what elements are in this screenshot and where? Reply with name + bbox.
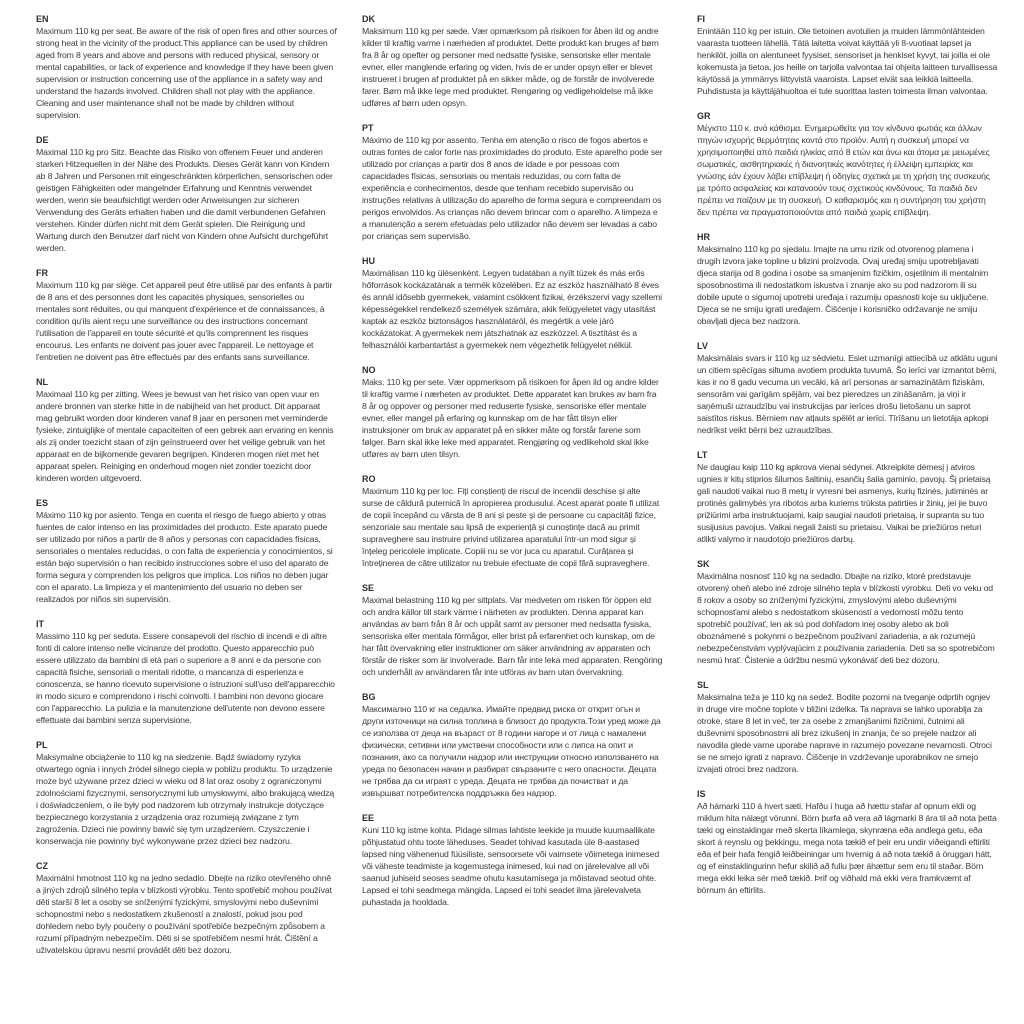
language-section-nl xyxy=(36,376,337,484)
language-section-hu xyxy=(362,255,663,351)
safety-text-ee: Kuni 110 kg istme kohta. Pidage silmas lahtiste leekide ja muude kuumaallikate põhjustatud ohtu toote läheduses. Seadet tohivad kasutada üle 8-aastased lapsed ning vähenenud füüsiliste, sensoorsete või vaimsete võimetega inimesed või väheste teadmiste ja kogemustega inimesed, kui nad on järelevalve all või saanud juhiseid seoses seadme ohutu kasutamisega ja mõistavad seotud ohte. Lapsed ei tohi seadmega mängida. Lapsed ei tohi seadet ilma järelevalveta puhastada ja hooldada. xyxy=(362,825,660,907)
safety-text-lv: Maksimālais svars ir 110 kg uz sēdvietu. Esiet uzmanīgi attiecībā uz atklātu uguni un citiem spēcīgas siltuma avotiem produkta tuvumā. Šo ierīci var izmantot bērni, kas ir no 8 gadu vecuma un vecāki, kā arī personas ar samazinātām fiziskām, sensorām vai garīgām spējām, vai bez pieredzes un zināšanām, ja viņi ir saņēmuši uzraudzību vai instrukcijas par ierīces drošu lietošanu un saprot saistītos riskus. Bērniem nav atļauts spēlēt ar ierīci. Tīrīšanu un lietotāja apkopi nedrīkst veikt bērni bez uzraudzības. xyxy=(697,353,998,435)
language-code-lv: LV xyxy=(697,341,708,351)
language-section-es xyxy=(36,497,337,605)
language-section-fr xyxy=(36,267,337,363)
language-section-lt xyxy=(697,449,998,545)
language-code-hr: HR xyxy=(697,232,710,242)
safety-text-sl: Maksimalna teža je 110 kg na sedež. Bodite pozorni na tveganje odprtih ognjev in druge vire močne toplote v bližini izdelka. Ta naprava se lahko uporablja za otroke, stare 8 let in več, ter za osebe z zmanjšanimi fizičnimi, čutnimi ali duševnimi sposobnostmi ali brez izkušenj in znanja, če so prejele nadzor ali navodila glede varne uporabe naprave in razumejo povezane nevarnosti. Otroci se ne smejo igrati z napravo. Čiščenje in vzdrževanje uporabnikov ne smejo izvajati otroci brez nadzora. xyxy=(697,692,992,774)
column-3 xyxy=(697,13,998,909)
language-code-dk: DK xyxy=(362,14,375,24)
safety-text-fr: Maximum 110 kg par siège. Cet appareil peut être utilisé par des enfants à partir de 8 ans et des personnes dont les capacités physiques, sensorielles ou mentales sont réduites, ou qui manquent d'expérience et de connaissances, à condition qu'ils aient reçu une surveillance ou des instructions concernant l'utilisation de l'appareil en toute sécurité et qu'ils comprennent les risques encourus. Les enfants ne doivent pas jouer avec l'appareil. Le nettoyage et l'entretien ne doivent pas être effectués par des enfants sans surveillance. xyxy=(36,280,333,362)
language-code-fi: FI xyxy=(697,14,705,24)
language-code-pl: PL xyxy=(36,740,48,750)
language-section-cz xyxy=(36,860,337,956)
safety-text-nl: Maximaal 110 kg per zitting. Wees je bewust van het risico van open vuur en andere bronnen van sterke hitte in de nabijheid van het product. Dit apparaat mag gebruikt worden door kinderen vanaf 8 jaar en personen met verminderde fysieke, zintuiglijke of mentale capaciteiten of een gebrek aan ervaring en kennis als zij onder toezicht staan of zijn geïnstrueerd over het veilige gebruik van het apparaat en de bijkomende gevaren begrijpen. Kinderen mogen niet met het apparaat spelen. Reiniging en onderhoud mogen niet zonder toezicht door kinderen worden uitgevoerd. xyxy=(36,389,334,483)
column-2 xyxy=(362,13,663,921)
safety-text-dk: Maksimum 110 kg per sæde. Vær opmærksom på risikoen for åben ild og andre kilder til kraftig varme i nærheden af produktet. Dette produkt kan bruges af børn fra 8 år og opefter og personer med nedsatte fysiske, sensoriske eller mentale evner, eller manglende erfaring og viden, hvis de er under opsyn eller er blevet instrueret i brugen af produktet på en sikker måde, og de forstår de involverede farer. Børn må ikke lege med produktet. Rengøring og vedligeholdelse må ikke udføres af børn uden opsyn. xyxy=(362,26,659,108)
safety-text-hu: Maximálisan 110 kg ülésenként. Legyen tudatában a nyílt tüzek és más erős hőforrások kockázatának a termék közelében. Ez az eszköz használható 8 éves és annál idősebb gyermekek, valamint csökkent fizikai, érzékszervi vagy szellemi képességekkel rendelkező személyek számára, akik felügyeletet vagy utasítást kaptak az eszköz biztonságos használatáról, és megértik a vele járó kockázatokat. A gyermekek nem játszhatnak az eszközzel. A tisztítást és a felhasználói karbantartást a gyermekek nem végezhetik felügyelet nélkül. xyxy=(362,268,662,350)
language-section-lv xyxy=(697,340,998,436)
language-section-sk xyxy=(697,558,998,666)
language-section-no xyxy=(362,364,663,460)
language-section-sl xyxy=(697,679,998,775)
safety-text-it: Massimo 110 kg per seduta. Essere consapevoli del rischio di incendi e di altre fonti di calore intenso nelle vicinanze del prodotto. Questo apparecchio può essere utilizzato da bambini di età pari o superiore a 8 anni e da persone con capacità fisiche, sensoriali o mentali ridotte, o mancanza di esperienza e conoscenza, se hanno ricevuto supervisione o istruzioni sull'uso dell'apparecchio in modo sicuro e comprendono i rischi coinvolti. I bambini non devono giocare con l'apparecchio. La pulizia e la manutenzione dell'utente non devono essere effettuate dai bambini senza supervisione. xyxy=(36,631,335,725)
safety-text-es: Máximo 110 kg por asiento. Tenga en cuenta el riesgo de fuego abierto y otras fuentes de calor intenso en las proximidades del producto. Este aparato puede ser utilizado por niños a partir de 8 años y personas con capacidades físicas, sensoriales o mentales reducidas, o con falta de experiencia y conocimientos, si están bajo supervisión o han recibido instrucciones sobre el uso del aparato de forma segura y comprenden los peligros que implica. Los niños no deben jugar con el aparato. La limpieza y el mantenimiento del usuario no deben ser realizados por niños sin supervisión. xyxy=(36,510,333,604)
safety-text-lt: Ne daugiau kaip 110 kg apkrova vienai sėdynei. Atkreipkite dėmesį į atviros ugnies ir kitų stiprios šilumos šaltinių, esančių šalia gaminio, pavojų. Šį prietaisą gali naudoti vaikai nuo 8 metų ir vyresni bei asmenys, kurių fizinės, jutiminės ar protinės galimybės yra ribotos arba kuriems trūksta patirties ir žinių, jei jie buvo prižiūrimi arba instruktuojami, kaip saugiai naudoti prietaisą, ir supranta su tuo susijusius pavojus. Vaikai negali žaisti su prietaisu. Vaikai be priežiūros neturi atlikti valymo ir naudotojo priežiūros darbų. xyxy=(697,462,991,544)
safety-text-sk: Maximálna nosnosť 110 kg na sedadlo. Dbajte na riziko, ktoré predstavuje otvorený oheň alebo iné zdroje silného tepla v blízkosti výrobku. Deti vo veku od 8 rokov a osoby so zníženými fyzickými, zmyslovými alebo duševnými schopnosťami alebo s nedostatkom skúseností a vedomostí môžu tento spotrebič používať, len ak sú pod dohľadom inej osoby alebo ak boli oboznámené s pokynmi o bezpečnom používaní zariadenia, a ak rozumejú nebezpečenstvám vyplývajúcim z používania zariadenia. Deti sa so spotrebičom nesmú hrať. Čistenie a údržbu nesmú vykonávať deti bez dozoru. xyxy=(697,571,995,665)
language-section-hr xyxy=(697,231,998,327)
language-code-gr: GR xyxy=(697,111,711,121)
safety-text-gr: Μέγιστο 110 κ. ανά κάθισμα. Ενημερωθείτε για τον κίνδυνο φωτιάς και άλλων πηγών ισχυρής θερμότητας κοντά στο προϊόν. Αυτή η συσκευή μπορεί να χρησιμοποιηθεί από παιδιά ηλικίας από 8 ετών και άνω και άτομα με μειωμένες σωματικές, αισθητηριακές ή διανοητικές ικανότητες ή έλλειψη εμπειρίας και γνώσης εάν έχουν λάβει επίβλεψη ή οδηγίες σχετικά με τη χρήση της συσκευής με τρόπο ασφαλείας και κατανοούν τους σχετικούς κινδύνους. Τα παιδιά δεν πρέπει να παίζουν με τη συσκευή. Ο καθαρισμός και η συντήρηση του χρήστη δεν πρέπει να πραγματοποιούνται από παιδιά χωρίς επίβλεψη. xyxy=(697,123,990,217)
language-code-bg: BG xyxy=(362,692,376,702)
language-section-ee xyxy=(362,812,663,908)
safety-text-de: Maximal 110 kg pro Sitz. Beachte das Risiko von offenem Feuer und anderen starken Hitzequellen in der Nähe des Produkts. Dieses Gerät kann von Kindern ab 8 Jahren und Personen mit eingeschränkten körperlichen, sensorischen oder geistigen Fähigkeiten oder mangelnder Erfahrung und Kenntnis verwendet werden, wenn sie beaufsichtigt werden oder Anweisungen zur sicheren Verwendung des Geräts erhalten haben und die damit verbundenen Gefahren verstehen. Kinder dürfen nicht mit dem Gerät spielen. Die Reinigung und Wartung durch den Benutzer darf nicht von Kindern ohne Aufsicht durchgeführt werden. xyxy=(36,147,333,253)
language-code-fr: FR xyxy=(36,268,48,278)
language-code-ee: EE xyxy=(362,813,375,823)
safety-text-bg: Максимално 110 кг на седалка. Имайте предвид риска от открит огън и други източници на силна топлина в близост до продукта.Този уред може да се използва от деца на възраст от 8 години нагоре и от лица с намалени физически, сетивни или умствени способности или с липса на опит и познания, ако са получили надзор или инструкции относно използването на уреда по безопасен начин и разбират свързаните с него опасности. Децата не трябва да си играят с уреда. Децата не трябва да почистват и да извършват потребителска поддръжка без надзор. xyxy=(362,704,661,798)
language-code-cz: CZ xyxy=(36,861,48,871)
language-section-pl xyxy=(36,739,337,847)
safety-text-is: Að hámarki 110 á hvert sæti. Hafðu í huga að hættu stafar af opnum eldi og miklum hita nálægt vörunni. Börn þurfa að vera að lágmarki 8 ára til að nota þetta tæki og einstaklingar með skerta líkamlega, skynræna eða andlega getu, eða skort á reynslu og þekkingu, mega nota tækið ef þeir eru undir viðeigandi eftirliti eða ef þeir hafa fengið leiðbeiningar um hvernig á að nota tækið á öruggan hátt, og ef einstaklingurinn hefur skilið að fullu þær áhættur sem eru til staðar. Börn mega ekki leika sér með tækið. Þrif og viðhald má ekki vera framkvæmt af börnum án eftirlits. xyxy=(697,801,997,895)
language-section-pt xyxy=(362,122,663,242)
language-section-gr xyxy=(697,110,998,218)
language-section-is xyxy=(697,788,998,896)
safety-text-se: Maximal belastning 110 kg per sittplats. Var medveten om risken för öppen eld och andra källor till stark värme i närheten av produkten. Denna apparat kan användas av barn från 8 år och uppåt samt av personer med nedsatta fysiska, sensoriska eller mentala förmågor, eller brist på erfarenhet och kunskap, om de har fått övervakning eller instruktioner om säker användning av apparaten och förstår de risker som är involverade. Barn får inte leka med apparaten. Rengöring och underhåll av användaren får inte utföras av barn utan övervakning. xyxy=(362,595,663,677)
language-code-no: NO xyxy=(362,365,376,375)
language-section-it xyxy=(36,618,337,726)
safety-text-hr: Maksimalno 110 kg po sjedalu. Imajte na umu rizik od otvorenog plamena i drugih izvora jake topline u blizini proizvoda. Ovaj uređaj smiju upotrebljavati djeca starija od 8 godina i osobe sa smanjenim fizičkim, osjetilnim ili mentalnim sposobnostima ili nedostatkom iskustva i znanje ako su pod nadzorom ili su dobile upute o sigurnoj upotrebi uređaja i razumiju opasnosti koje su uključene. Djeca se ne smiju igrati uređajem. Čišćenje i korisničko održavanje ne smiju obavljati djeca bez nadzora. xyxy=(697,244,989,326)
language-code-sk: SK xyxy=(697,559,710,569)
language-section-ro xyxy=(362,473,663,569)
safety-text-pt: Máximo de 110 kg por assento. Tenha em atenção o risco de fogos abertos e outras fontes de calor forte nas proximidades do produto. Este aparelho pode ser utilizado por crianças a partir dos 8 anos de idade e por pessoas com capacidades físicas, sensoriais ou mentais reduzidas, ou com falta de experiência e conhecimentos, desde que tenham recebido supervisão ou instruções relativas à utilização do aparelho de forma segura e compreendam os perigos envolvidos. As crianças não devem brincar com o aparelho. A limpeza e a manutenção a serem efetuadas pelo utilizador não devem ser levadas a cabo por crianças sem supervisão. xyxy=(362,135,663,241)
language-code-lt: LT xyxy=(697,450,708,460)
language-section-de xyxy=(36,134,337,254)
language-code-is: IS xyxy=(697,789,706,799)
language-code-it: IT xyxy=(36,619,44,629)
safety-text-pl: Maksymalne obciążenie to 110 kg na siedzenie. Bądź świadomy ryzyka otwartego ognia i innych źródeł silnego ciepła w pobliżu produktu. To urządzenie może być używane przez dzieci w wieku od 8 lat oraz osoby z ograniczonymi zdolnościami fizycznymi, sensorycznymi lub umysłowymi, albo brakującą wiedzą i doświadczeniem, o ile były pod nadzorem lub otrzymały instrukcje dotyczące bezpiecznego korzystania z urządzenia oraz rozumieją związane z tym zagrożenia. Dzieci nie powinny bawić się tym urządzeniem. Czyszczenie i konserwacja nie powinny być wykonywane przez dzieci bez nadzoru. xyxy=(36,752,335,846)
language-code-de: DE xyxy=(36,135,49,145)
language-code-sl: SL xyxy=(697,680,709,690)
language-code-se: SE xyxy=(362,583,375,593)
language-code-nl: NL xyxy=(36,377,48,387)
language-section-fi xyxy=(697,13,998,97)
language-code-ro: RO xyxy=(362,474,376,484)
language-section-se xyxy=(362,582,663,678)
language-code-pt: PT xyxy=(362,123,374,133)
language-code-es: ES xyxy=(36,498,49,508)
safety-text-en: Maximum 110 kg per seat. Be aware of the risk of open fires and other sources of strong heat in the vicinity of the product.This appliance can be used by children aged from 8 years and above and persons with reduced physical, sensory or mental capabilities, or lack of experience and knowledge if they have been given supervision or instruction concerning use of the appliance in a safety way and understand the hazards involved. Children shall not play with the appliance. Cleaning and user maintenance shall not be made by children without supervision. xyxy=(36,26,337,120)
safety-text-cz: Maximální hmotnost 110 kg na jedno sedadlo. Dbejte na riziko otevřeného ohně a jiných zdrojů silného tepla v blízkosti výrobku. Tento spotřebič mohou používat děti starší 8 let a osoby se sníženými fyzickými, smyslovými nebo duševními schopnostmi nebo s nedostatkem zkušeností a znalostí, pokud jsou pod dohledem nebo byly poučeny o používání spotřebiče bezpečným způsobem a rozumí případným nebezpečím. Děti si se spotřebičem nesmí hrát. Čištění a uživatelskou úpravu nesmí provádět děti bez dozoru. xyxy=(36,873,332,955)
language-section-bg xyxy=(362,691,663,799)
column-1 xyxy=(36,13,337,969)
safety-text-no: Maks. 110 kg per sete. Vær oppmerksom på risikoen for åpen ild og andre kilder til kraftig varme i nærheten av produktet. Dette apparatet kan brukes av barn fra 8 år og oppover og personer med reduserte fysiske, sensoriske eller mentale evner, eller mangel på erfaring og kunnskap om de har fått tilsyn eller instruksjoner om bruk av apparatet på en sikker måte og forstår farene som følger. Barn skal ikke leke med apparatet. Rengjøring og vedlikehold skal ikke utføres av barn uten tilsyn. xyxy=(362,377,659,459)
language-code-en: EN xyxy=(36,14,49,24)
language-section-en xyxy=(36,13,337,121)
language-section-dk xyxy=(362,13,663,109)
safety-text-fi: Enintään 110 kg per istuin. Ole tietoinen avotulien ja muiden lämmönlähteiden vaarasta tuotteen lähellä. Tätä laitetta voivat käyttää yli 8-vuotiaat lapset ja henkilöt, joilla on alentuneet fyysiset, sensoriset ja henkiset kyvyt, tai joilla ei ole kokemusta ja tietoa, jos heille on tarjolla valvontaa tai ohjeita laitteen turvallisessa käytössä ja ymmärrys liittyvistä vaaroista. Lapset eivät saa leikkiä laitteella. Puhdistusta ja käyttäjähuoltoa ei tule suorittaa lasten toimesta ilman valvontaa. xyxy=(697,26,998,96)
safety-text-ro: Maximum 110 kg per loc. Fiți conștienți de riscul de incendii deschise și alte surse de căldură puternică în apropierea produsului. Acest aparat poate fi utilizat de copii începând cu vârsta de 8 ani și peste și de persoane cu capacități fizice, senzoriale sau mentale sau lipsă de experiență și cunoștințe dacă au primit supraveghere sau instruire privind utilizarea aparatului într-un mod sigur și înțeleg pericolele implicate. Copiii nu se vor juca cu aparatul. Curățarea și întreținerea de către utilizator nu trebuie efectuate de copii fără supraveghere. xyxy=(362,486,660,568)
language-code-hu: HU xyxy=(362,256,375,266)
